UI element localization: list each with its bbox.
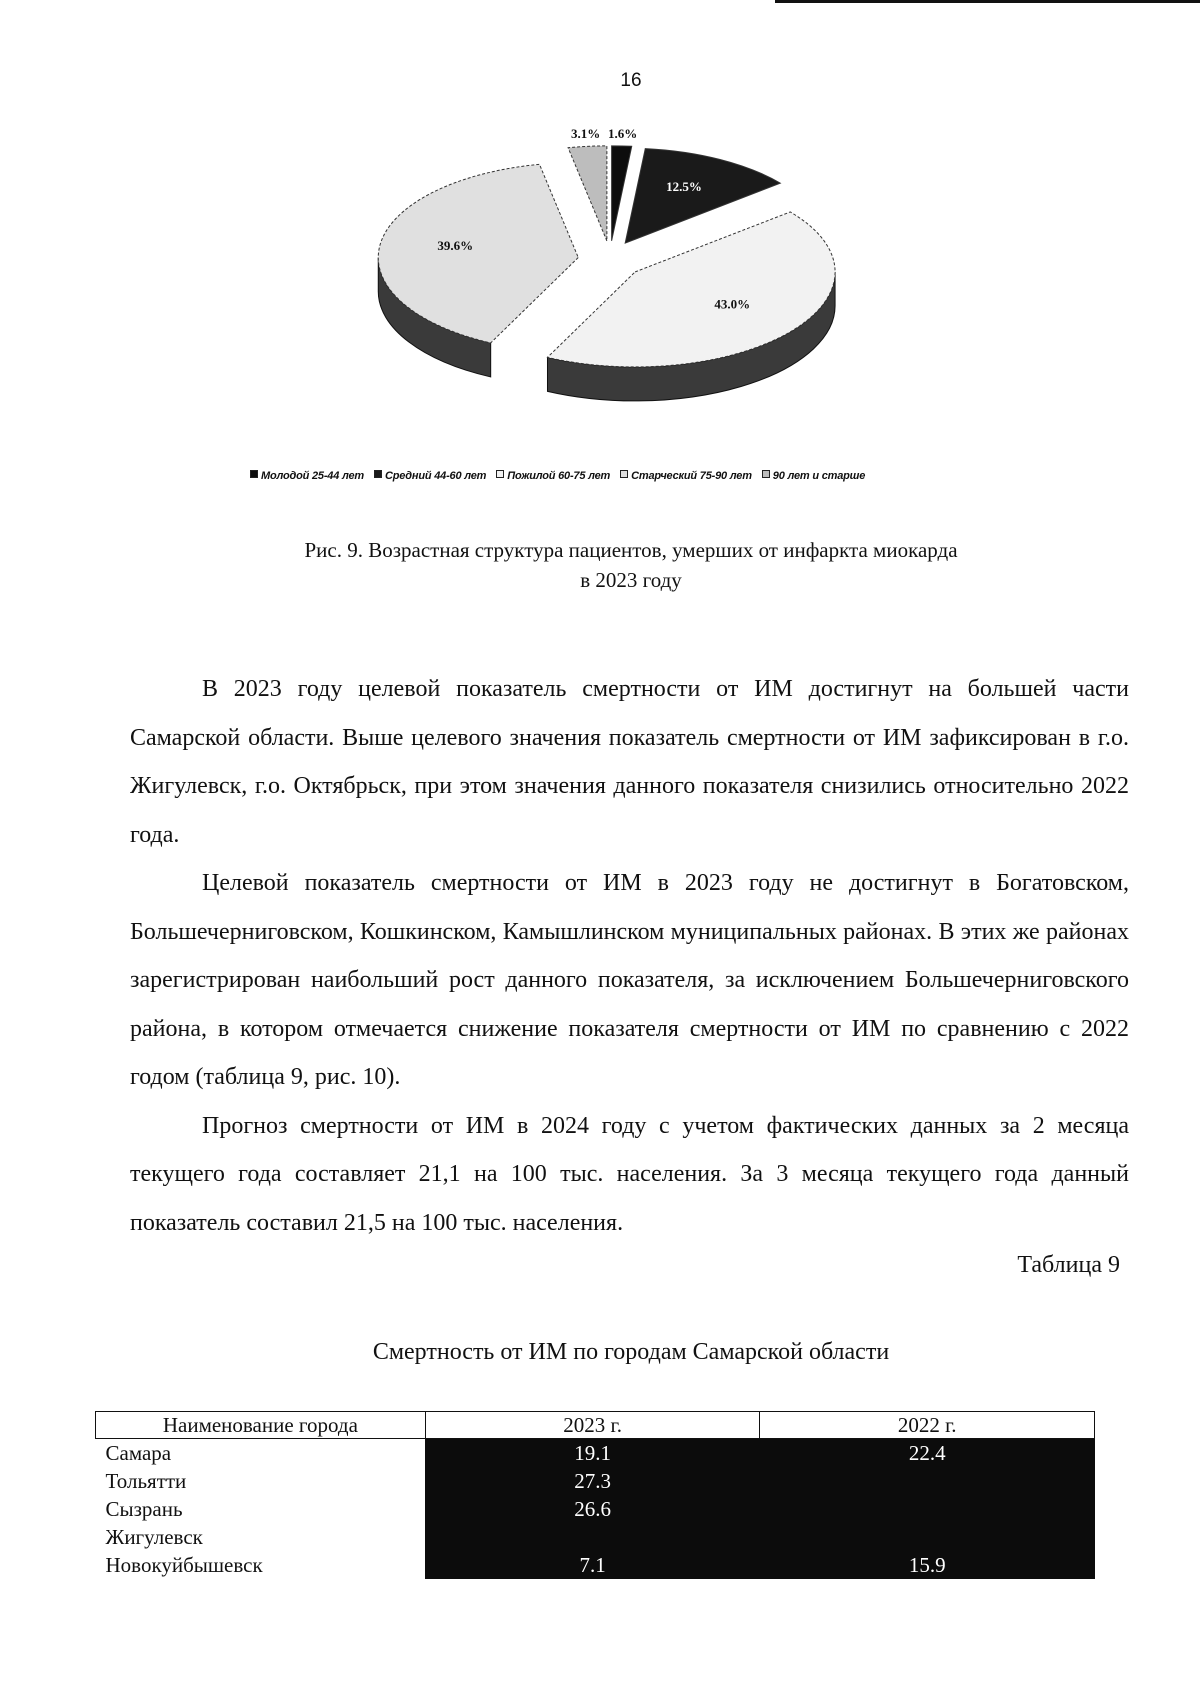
pie-data-label: 12.5% xyxy=(666,179,702,195)
pie-data-label: 1.6% xyxy=(607,125,638,141)
table-label: Таблица 9 xyxy=(1017,1252,1120,1278)
figure-caption-line-2: в 2023 году xyxy=(580,568,682,592)
legend-label: Старческий 75-90 лет xyxy=(631,470,752,482)
pie-data-label: 43.0% xyxy=(714,296,751,312)
legend-item xyxy=(496,470,610,482)
value-2022 xyxy=(760,1467,1095,1495)
table-title: Смертность от ИМ по городам Самарской области xyxy=(372,1339,890,1365)
value-2022: 15.9 xyxy=(760,1551,1095,1579)
legend-marker xyxy=(250,470,258,478)
table-row xyxy=(96,1523,1095,1551)
legend-label: Молодой 25-44 лет xyxy=(261,470,364,482)
legend-label: Средний 44-60 лет xyxy=(384,470,487,482)
table-row xyxy=(96,1495,1095,1523)
legend-label: 90 лет и старше xyxy=(772,470,866,482)
top-rule xyxy=(775,0,1200,3)
legend-marker xyxy=(496,470,504,478)
chart-legend xyxy=(250,470,1010,482)
value-2022: 22.4 xyxy=(760,1439,1095,1468)
value-2022 xyxy=(760,1495,1095,1523)
legend-item xyxy=(762,470,865,482)
body-text xyxy=(130,665,1129,1247)
legend-marker xyxy=(374,470,382,478)
value-2022 xyxy=(760,1523,1095,1551)
city-name: Сызрань xyxy=(105,1497,183,1521)
city-name: Жигулевск xyxy=(105,1525,203,1549)
paragraph: Целевой показатель смертности от ИМ в 2023 году не достигнут в Богатовском, Большечерниговском, Кошкинском, Камышлинском муниципальных районах. В этих же районах зарегистрирован наибольший рост данного показателя, за исключением Большечерниговского района, в котором отмечается снижение показателя смертности от ИМ по сравнению с 2022 годом (таблица 9, рис. 10). xyxy=(130,870,1129,1090)
table-row xyxy=(96,1439,1095,1468)
paragraph: В 2023 году целевой показатель смертности от ИМ достигнут на большей части Самарской области. Выше целевого значения показатель смертности от ИМ зафиксирован в г.о. Жигулевск, г.о. Октябрьск, при этом значения данного показателя снизились относительно 2022 года. xyxy=(130,676,1129,848)
table-header-row xyxy=(96,1412,1095,1439)
legend-marker xyxy=(762,470,770,478)
header-2022: 2022 г. xyxy=(760,1412,1095,1439)
legend-item xyxy=(374,470,486,482)
header-2023: 2023 г. xyxy=(425,1412,760,1439)
header-city: Наименование города xyxy=(96,1412,426,1439)
legend-marker xyxy=(620,470,628,478)
mortality-table xyxy=(95,1411,1095,1579)
value-2023: 19.1 xyxy=(425,1439,760,1468)
table-row xyxy=(96,1551,1095,1579)
table-row xyxy=(96,1467,1095,1495)
city-name: Тольятти xyxy=(105,1469,187,1493)
figure-caption-line-1: Рис. 9. Возрастная структура пациентов, умерших от инфаркта миокарда xyxy=(304,538,958,562)
pie-data-label: 3.1% xyxy=(571,125,601,141)
legend-item xyxy=(620,470,752,482)
city-name: Самара xyxy=(105,1441,172,1465)
pie-chart xyxy=(310,120,910,440)
legend-item xyxy=(250,470,364,482)
paragraph: Прогноз смертности от ИМ в 2024 году с учетом фактических данных за 2 месяца текущего года составляет 21,1 на 100 тыс. населения. За 3 месяца текущего года данный показатель составил 21,5 на 100 тыс. населения. xyxy=(130,1112,1129,1236)
pie-data-label: 39.6% xyxy=(437,237,474,253)
value-2023: 26.6 xyxy=(425,1495,760,1523)
legend-label: Пожилой 60-75 лет xyxy=(507,470,611,482)
value-2023 xyxy=(425,1523,760,1551)
pie-chart-svg xyxy=(310,120,910,440)
figure-caption xyxy=(0,535,1200,595)
pie-slice xyxy=(568,146,607,241)
value-2023: 27.3 xyxy=(425,1467,760,1495)
value-2023: 7.1 xyxy=(425,1551,760,1579)
city-name: Новокуйбышевск xyxy=(105,1553,263,1577)
page-number: 16 xyxy=(620,70,642,91)
